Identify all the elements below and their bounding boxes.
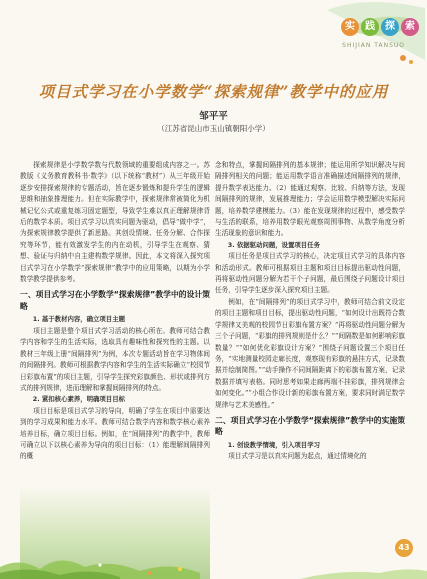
article-title: 项目式学习在小学数学“探索规律”教学中的应用 bbox=[38, 82, 389, 101]
badge-char: 践 bbox=[361, 18, 379, 36]
badge-char: 探 bbox=[381, 18, 399, 36]
section-badge bbox=[341, 18, 419, 36]
paragraph: 念和特点，掌握间隔排列的基本规律；能运用所学知识解决与间隔排列相关的问题；能运用数学语言准确描述间隔排列的规律，提升数学表达能力。（2）能通过观察、比较、归纳等方法，发现间隔排列的规律，发展推理能力；学会运用数学模型解决实际问题，培养数学建模能力。（3）能在发现规律的过程中，感受数学与生活的联系，培养用数学眼光观察周围事物、从数学角度分析生活现象的意识和能力。 bbox=[215, 161, 405, 238]
paragraph: 例如，在“间隔排列”的项目式学习中，教师可结合前文设定的项目主题和项目目标，提出驱动性问题，“如何设计出既符合数学规律又美观的校园节日彩旗布置方案？”再将驱动性问题分解为三个子问题，“彩旗的排列规则是什么？”“间隔数是如何影响彩旗数量？”“如何优化彩旗设计方案？”围绕子问题设置三个项目任务，“实地测量校园走廊长度，观察现有彩旗的悬挂方式，记录数据并绘制简图。”“动手操作不同间隔距离下的彩旗布置方案，记录数据并填写表格。同时思考如果走廊两端不挂彩旗，排列规律会如何变化。”“小组合作设计新的彩旗布置方案，要求同时满足数学规律与艺术美感性。” bbox=[215, 297, 405, 409]
author-affiliation: （江苏省昆山市玉山镇朝阳小学） bbox=[157, 124, 270, 133]
subsection-heading: 3. 依据驱动问题，设置项目任务 bbox=[227, 240, 320, 249]
right-column bbox=[215, 160, 405, 463]
subsection-heading: 2. 紧扣核心素养，明确项目目标 bbox=[32, 395, 125, 404]
left-column bbox=[20, 160, 210, 463]
page-number: 43 bbox=[395, 539, 413, 557]
paragraph: 项目主题是整个项目式学习活动的核心所在。教师可结合教学内容和学生的生活实际，选取具有趣味性和探究性的主题。以教材三年级上册“间隔排列”为例，本次专题活动旨在学习物体间的间隔排列。教师可根据教学内容和学生的生活实际确立“校园节日彩旗布置”的项目主题，引导学生探究彩旗颜色、形状或排列方式的排列规律，进而理解和掌握间隔排列的特点。 bbox=[20, 326, 210, 392]
paragraph: 项目目标是项目式学习的导向，明确了学生在项目中需要达到的学习成果和能力水平。教师可结合数学内容和数学核心素养培养目标，确立项目目标。例如，在“间隔排列”的教学中，教师可确立以下以核心素养为导向的项目目标：（1）能理解间隔排列的概 bbox=[20, 406, 210, 461]
paragraph: 探索规律是小学数学数与代数领域的重要组成内容之一。苏教版《义务教育教科书·数学》（以下统称“教材”）从三年级开始逐步安排探索规律的专题活动，旨在逐步锻炼和提升学生的逻辑思维和抽象推理能力。但在实际教学中，探索规律常被简化为机械记忆公式或重复练习固定题型，导致学生难以真正理解规律背后的数学本质。项目式学习以真实问题为驱动，倡导“做中学”，为探索规律教学提供了新思路。其创设情境、任务分解、合作探究等环节，能有效激发学生的内在动机，引导学生在观察、猜想、验证与归纳中自主建构数学规律。因此，本文将深入探究项目式学习在小学数学“探索规律”教学中的应用策略，以期为小学数学教学提供参考。 bbox=[20, 161, 210, 284]
grass-decoration bbox=[0, 539, 427, 579]
paragraph: 项目任务是项目式学习的核心，决定项目式学习的具体内容和活动形式。教师可根据项目主题和项目目标提出驱动性问题，再将驱动性问题分解为若干个子问题，最后围绕子问题设计项目任务，引导学生逐步深入探究项目主题。 bbox=[215, 252, 405, 295]
paragraph: 项目式学习是以真实问题为起点，通过情境化的 bbox=[228, 452, 367, 461]
badge-subtitle: SHIJIAN TANSUO bbox=[342, 42, 405, 49]
badge-char: 索 bbox=[401, 18, 419, 36]
badge-char: 实 bbox=[341, 18, 359, 36]
section-heading: 一、项目式学习在小学数学“探索规律”教学中的设计策略 bbox=[20, 290, 210, 311]
subsection-heading: 1. 创设教学情境，引入项目学习 bbox=[227, 440, 320, 449]
article-author: 邹平平 bbox=[199, 111, 228, 122]
section-heading: 二、项目式学习在小学数学“探索规律”教学中的实施策略 bbox=[215, 415, 405, 437]
subsection-heading: 1. 基于教材内容，确立项目主题 bbox=[32, 315, 125, 324]
